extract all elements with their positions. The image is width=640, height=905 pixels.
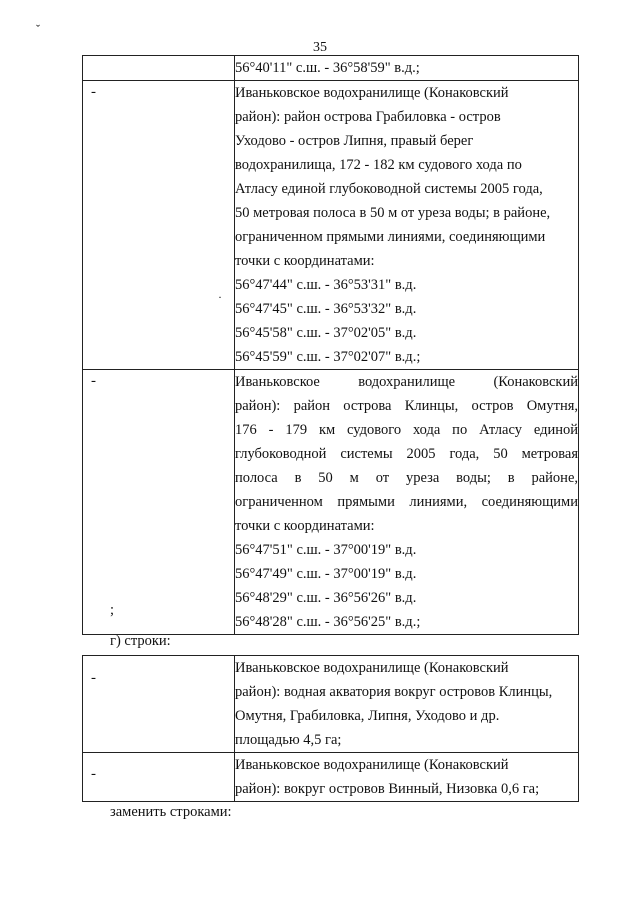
coordinate-line: 56°48'28" с.ш. - 36°56'25" в.д.; — [235, 614, 421, 630]
table-cell-text — [235, 56, 579, 81]
text-line: 50 метровая полоса в 50 м от уреза воды; в районе, — [235, 205, 551, 221]
text-line: площадью 4,5 га; — [235, 732, 342, 748]
text-line: Омутня, Грабиловка, Липня, Уходово и др. — [235, 708, 500, 724]
table-cell-text — [235, 81, 579, 370]
coordinate-line: 56°45'59" с.ш. - 37°02'07" в.д.; — [235, 349, 421, 365]
table-cell-text — [235, 656, 579, 753]
page-number: 35 — [313, 40, 327, 55]
row-dash: - — [91, 373, 96, 389]
text-line: 176 - 179 км судового хода по Атласу единой — [235, 422, 578, 438]
text-line: Иваньковское водохранилище (Конаковский — [235, 757, 509, 773]
table-cell-dash — [83, 753, 235, 802]
table-cell-text — [235, 753, 579, 802]
text-line: точки с координатами: — [235, 253, 375, 269]
scan-artifact-dot: · — [218, 290, 222, 304]
table-row — [83, 56, 579, 81]
table-cell-dash — [83, 656, 235, 753]
table-cell-text — [235, 370, 579, 635]
row-dash: - — [91, 84, 96, 100]
areas-table — [82, 655, 579, 802]
text-line: район): район острова Клинцы, остров Омутня, — [235, 398, 578, 414]
text-line: район): водная акватория вокруг островов Клинцы, — [235, 684, 553, 700]
text-line: ограниченном прямыми линиями, соединяющими — [235, 494, 578, 510]
text-line: точки с координатами: — [235, 518, 375, 534]
table-row — [83, 753, 579, 802]
row-dash: - — [91, 670, 96, 686]
text-line: водохранилища, 172 - 182 км судового хода по — [235, 157, 522, 173]
text-line: район): вокруг островов Винный, Низовка 0,6 га; — [235, 781, 540, 797]
replace-label: заменить строками: — [110, 804, 232, 820]
row-dash: - — [91, 766, 96, 782]
coordinate-line: 56°40'11" с.ш. - 36°58'59" в.д.; — [235, 60, 420, 76]
table-cell-dash — [83, 81, 235, 370]
coordinate-line: 56°47'45" с.ш. - 36°53'32" в.д. — [235, 301, 417, 317]
text-line: Иваньковское водохранилище (Конаковский — [235, 660, 509, 676]
section-label-g: г) строки: — [110, 633, 171, 649]
text-line: глубоководной системы 2005 года, 50 метровая — [235, 446, 578, 462]
table-row — [83, 370, 579, 635]
text-line: полоса в 50 м от уреза воды; в районе, — [235, 470, 578, 486]
coordinate-line: 56°48'29" с.ш. - 36°56'26" в.д. — [235, 590, 417, 606]
semicolon: ; — [110, 602, 115, 618]
coordinates-table — [82, 55, 579, 635]
table-cell-dash — [83, 370, 235, 635]
table-row — [83, 656, 579, 753]
text-line: район): район острова Грабиловка - остров — [235, 109, 501, 125]
scan-artifact-mark: ˇ — [36, 22, 40, 36]
coordinate-line: 56°45'58" с.ш. - 37°02'05" в.д. — [235, 325, 417, 341]
text-line: Иваньковское водохранилище (Конаковский — [235, 374, 578, 390]
table-row — [83, 81, 579, 370]
text-line: Уходово - остров Липня, правый берег — [235, 133, 474, 149]
coordinate-line: 56°47'49" с.ш. - 37°00'19" в.д. — [235, 566, 417, 582]
coordinate-line: 56°47'44" с.ш. - 36°53'31" в.д. — [235, 277, 417, 293]
text-line: Иваньковское водохранилище (Конаковский — [235, 85, 509, 101]
text-line: Атласу единой глубоководной системы 2005 года, — [235, 181, 543, 197]
table-cell-empty — [83, 56, 235, 81]
coordinate-line: 56°47'51" с.ш. - 37°00'19" в.д. — [235, 542, 417, 558]
text-line: ограниченном прямыми линиями, соединяющими — [235, 229, 546, 245]
